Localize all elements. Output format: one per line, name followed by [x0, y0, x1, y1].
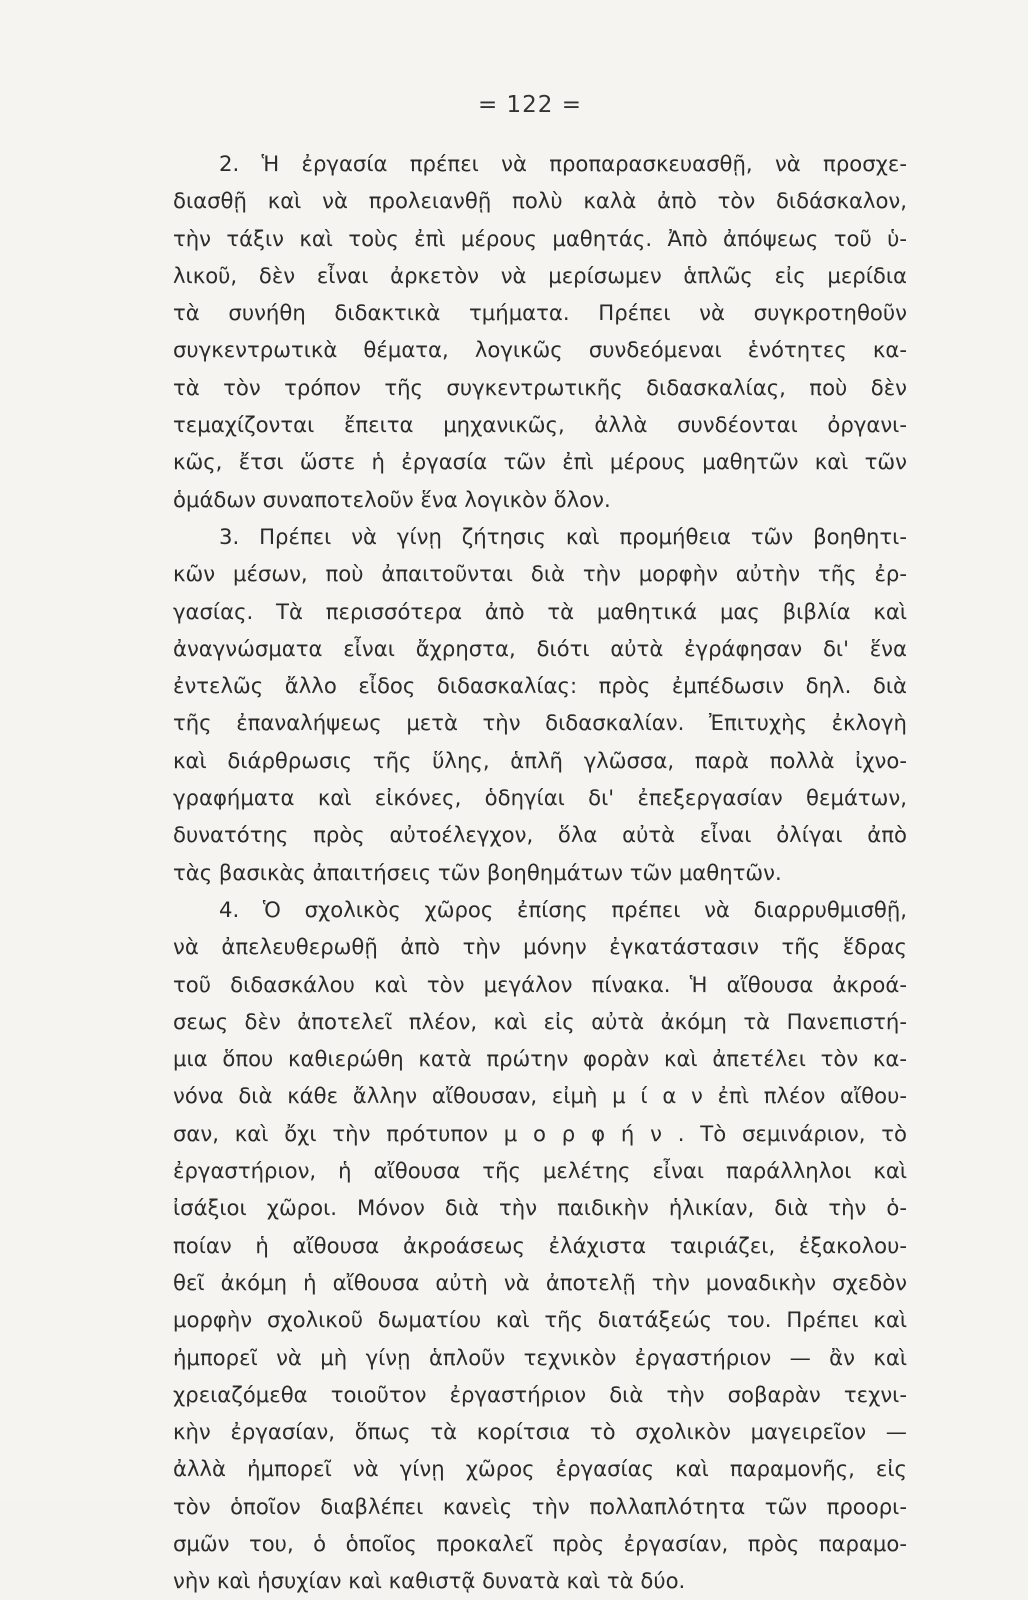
text-line: ἰσάξιοι χῶροι. Μόνον διὰ τὴν παιδικὴν ἡλικίαν, διὰ τὴν ὁ- — [173, 1195, 907, 1221]
text-line: ἐργαστήριον, ἡ αἴθουσα τῆς μελέτης εἶναι παράλληλοι καὶ — [173, 1158, 907, 1184]
text-line: ὁμάδων συναποτελοῦν ἕνα λογικὸν ὅλον. — [173, 486, 611, 512]
text-line: δυνατότης πρὸς αὐτοέλεγχον, ὅλα αὐτὰ εἶναι ὀλίγαι ἀπὸ — [173, 822, 907, 848]
text-line: τεμαχίζονται ἔπειτα μηχανικῶς, ἀλλὰ συνδέονται ὀργανι- — [173, 412, 907, 438]
text-line: σμῶν του, ὁ ὁποῖος προκαλεῖ πρὸς ἐργασίαν, πρὸς παραμο- — [173, 1530, 907, 1556]
text-line: νόνα διὰ κάθε ἄλλην αἴθουσαν, εἰμὴ μ ί α ν ἐπὶ πλέον αἴθου- — [173, 1083, 907, 1109]
body-text — [173, 145, 907, 1600]
text-line: νὰ ἀπελευθερωθῇ ἀπὸ τὴν μόνην ἐγκατάστασιν τῆς ἕδρας — [173, 934, 907, 960]
text-line: γραφήματα καὶ εἰκόνες, ὁδηγίαι δι' ἐπεξεργασίαν θεμάτων, — [173, 785, 907, 811]
text-line: κῶς, ἔτσι ὥστε ἡ ἐργασία τῶν ἐπὶ μέρους μαθητῶν καὶ τῶν — [173, 449, 907, 475]
text-line: μορφὴν σχολικοῦ δωματίου καὶ τῆς διατάξεώς του. Πρέπει καὶ — [173, 1307, 907, 1333]
text-line: νὴν καὶ ἡσυχίαν καὶ καθιστᾷ δυνατὰ καὶ τὰ δύο. — [173, 1568, 686, 1594]
text-line: χρειαζόμεθα τοιοῦτον ἐργαστήριον διὰ τὴν σοβαρὰν τεχνι- — [173, 1381, 907, 1407]
text-line: τὸν ὁποῖον διαβλέπει κανεὶς τὴν πολλαπλότητα τῶν προορι- — [173, 1493, 907, 1519]
page-number: = 122 = — [477, 92, 583, 118]
text-line: ἠμπορεῖ νὰ μὴ γίνῃ ἁπλοῦν τεχνικὸν ἐργαστήριον — ἂν καὶ — [173, 1344, 907, 1370]
text-line: λικοῦ, δὲν εἶναι ἀρκετὸν νὰ μερίσωμεν ἁπλῶς εἰς μερίδια — [173, 262, 907, 288]
text-line: τῆς ἐπαναλήψεως μετὰ τὴν διδασκαλίαν. Ἐπιτυχὴς ἐκλογὴ — [173, 710, 907, 736]
text-line: 2. Ἡ ἐργασία πρέπει νὰ προπαρασκευασθῇ, νὰ προσχε- — [219, 151, 907, 176]
text-line: τὰς βασικὰς ἀπαιτήσεις τῶν βοηθημάτων τῶν μαθητῶν. — [173, 859, 782, 885]
text-line: σαν, καὶ ὄχι τὴν πρότυπον μ ο ρ φ ή ν . Τὸ σεμινάριον, τὸ — [173, 1120, 907, 1146]
text-line: θεῖ ἀκόμη ἡ αἴθουσα αὐτὴ νὰ ἀποτελῇ τὴν μοναδικὴν σχεδὸν — [173, 1269, 907, 1295]
text-line: μια ὅπου καθιερώθη κατὰ πρώτην φορὰν καὶ ἀπετέλει τὸν κα- — [173, 1046, 907, 1072]
text-line: ἀναγνώσματα εἶναι ἄχρηστα, διότι αὐτὰ ἐγράφησαν δι' ἕνα — [173, 635, 907, 661]
text-line: κῶν μέσων, ποὺ ἀπαιτοῦνται διὰ τὴν μορφὴν αὐτὴν τῆς ἐρ- — [173, 561, 907, 587]
text-line: τὰ τὸν τρόπον τῆς συγκεντρωτικῆς διδασκαλίας, ποὺ δὲν — [173, 374, 907, 400]
text-line: τὰ συνήθη διδακτικὰ τμήματα. Πρέπει νὰ συγκροτηθοῦν — [173, 300, 907, 326]
text-line: κὴν ἐργασίαν, ὅπως τὰ κορίτσια τὸ σχολικὸν μαγειρεῖον — — [173, 1419, 907, 1445]
text-line: ἀλλὰ ἠμπορεῖ νὰ γίνῃ χῶρος ἐργασίας καὶ παραμονῆς, εἰς — [173, 1456, 907, 1482]
text-line: διασθῇ καὶ νὰ προλειανθῇ πολὺ καλὰ ἀπὸ τὸν διδάσκαλον, — [173, 188, 907, 214]
text-line: γασίας. Τὰ περισσότερα ἀπὸ τὰ μαθητικά μας βιβλία καὶ — [173, 598, 907, 624]
text-line: ἐντελῶς ἄλλο εἶδος διδασκαλίας: πρὸς ἐμπέδωσιν δηλ. διὰ — [173, 673, 907, 699]
text-line: ποίαν ἡ αἴθουσα ἀκροάσεως ἐλάχιστα ταιριάζει, ἐξακολου- — [173, 1232, 907, 1258]
text-line: τοῦ διδασκάλου καὶ τὸν μεγάλον πίνακα. Ἡ αἴθουσα ἀκροά- — [173, 971, 907, 997]
text-line: 3. Πρέπει νὰ γίνῃ ζήτησις καὶ προμήθεια τῶν βοηθητι- — [219, 523, 907, 549]
text-line: 4. Ὁ σχολικὸς χῶρος ἐπίσης πρέπει νὰ διαρρυθμισθῇ, — [219, 896, 907, 922]
text-line: τὴν τάξιν καὶ τοὺς ἐπὶ μέρους μαθητάς. Ἀπὸ ἀπόψεως τοῦ ὑ- — [173, 225, 907, 251]
text-line: καὶ διάρθρωσις τῆς ὕλης, ἁπλῆ γλῶσσα, παρὰ πολλὰ ἰχνο- — [173, 747, 907, 773]
text-line: σεως δὲν ἀποτελεῖ πλέον, καὶ εἰς αὐτὰ ἀκόμη τὰ Πανεπιστή- — [173, 1008, 907, 1034]
text-line: συγκεντρωτικὰ θέματα, λογικῶς συνδεόμεναι ἑνότητες κα- — [173, 337, 907, 363]
